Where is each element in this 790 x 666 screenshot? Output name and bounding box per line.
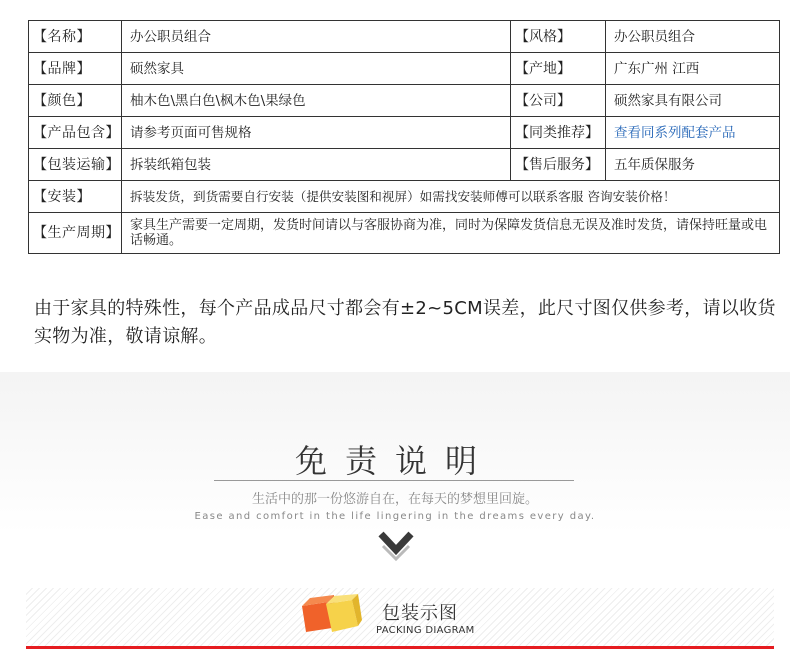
spec-key-cycle: 【生产周期】: [29, 213, 122, 254]
spec-key-color: 【颜色】: [29, 85, 122, 117]
spec-value-contents: 请参考页面可售规格: [122, 117, 511, 149]
chevron-down-icon: [377, 528, 415, 562]
spec-row-brand: [29, 53, 780, 85]
spec-value-company: 硕然家具有限公司: [606, 85, 780, 117]
spec-value-aftersales: 五年质保服务: [606, 149, 780, 181]
disclaimer-title: 免责说明: [294, 442, 495, 480]
spec-value-brand: 硕然家具: [122, 53, 511, 85]
spec-key-contents: 【产品包含】: [29, 117, 122, 149]
spec-key-style: 【风格】: [511, 21, 606, 53]
package-box-icon: [300, 592, 364, 636]
title-divider: [214, 480, 574, 481]
spec-value-style: 办公职员组合: [606, 21, 780, 53]
spec-value-color: 柚木色\黑白色\枫木色\果绿色: [122, 85, 511, 117]
spec-row-name: [29, 21, 780, 53]
spec-row-packaging: [29, 149, 780, 181]
spec-value-packaging: 拆装纸箱包装: [122, 149, 511, 181]
packing-title-cn: 包装示图: [382, 603, 458, 624]
related-products-link[interactable]: 查看同系列配套产品: [606, 117, 780, 149]
spec-row-color: [29, 85, 780, 117]
spec-key-name: 【名称】: [29, 21, 122, 53]
spec-row-cycle: [29, 213, 780, 254]
product-spec-table: [28, 20, 780, 254]
spec-key-packaging: 【包装运输】: [29, 149, 122, 181]
spec-row-contents: [29, 117, 780, 149]
spec-value-origin: 广东广州 江西: [606, 53, 780, 85]
disclaimer-subtitle-en: Ease and comfort in the life lingering in the dreams every day.: [194, 511, 596, 522]
spec-key-origin: 【产地】: [511, 53, 606, 85]
spec-value-name: 办公职员组合: [122, 21, 511, 53]
spec-value-install: 拆装发货，到货需要自行安装（提供安装图和视屏）如需找安装师傅可以联系客服 咨询安装价格！: [122, 181, 780, 213]
spec-key-aftersales: 【售后服务】: [511, 149, 606, 181]
size-tolerance-notice: 由于家具的特殊性，每个产品成品尺寸都会有±2~5CM误差，此尺寸图仅供参考，请以收货实物为准，敬请谅解。: [34, 298, 776, 347]
spec-key-company: 【公司】: [511, 85, 606, 117]
spec-key-brand: 【品牌】: [29, 53, 122, 85]
spec-key-recommend: 【同类推荐】: [511, 117, 606, 149]
spec-key-install: 【安装】: [29, 181, 122, 213]
disclaimer-subtitle-cn: 生活中的那一份悠游自在，在每天的梦想里回旋。: [251, 492, 538, 507]
packing-title-en: PACKING DIAGRAM: [376, 625, 475, 636]
spec-value-cycle: 家具生产需要一定周期，发货时间请以与客服协商为准，同时为保障发货信息无误及准时发货，请保持旺量或电话畅通。: [122, 213, 780, 254]
spec-row-install: [29, 181, 780, 213]
packing-banner-underline: [26, 646, 774, 649]
